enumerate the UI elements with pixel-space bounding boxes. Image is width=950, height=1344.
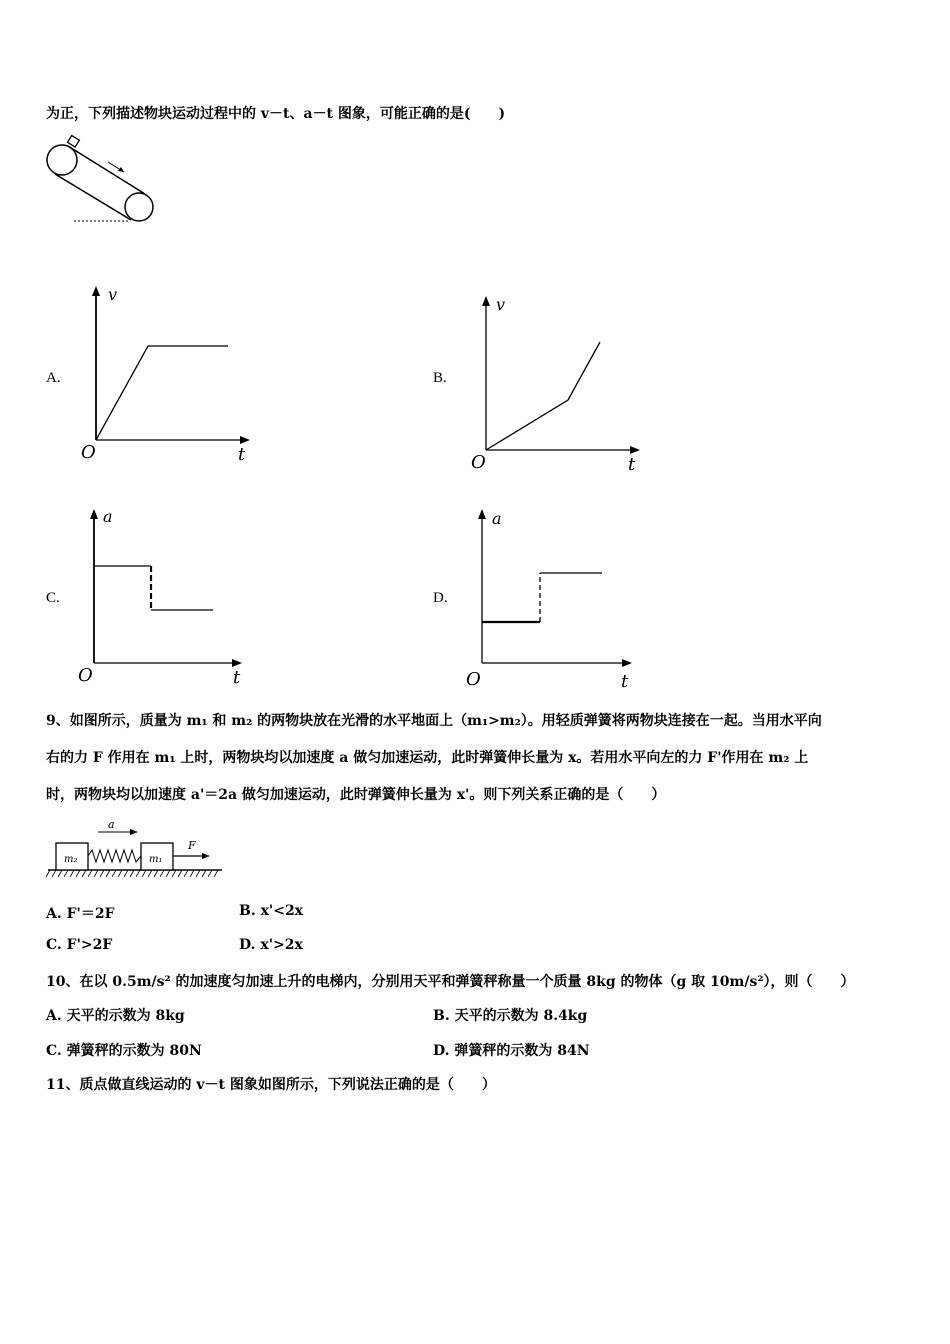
graph-c-xlabel: t <box>233 667 241 688</box>
q9-line1: 9、如图所示，质量为 m₁ 和 m₂ 的两物块放在光滑的水平地面上（m₁>m₂）。用轻质弹簧将两物块连接在一起。当用水平向 <box>46 713 822 729</box>
q10-text: 10、在以 0.5m/s² 的加速度匀加速上升的电梯内，分别用天平和弹簧秤称量一个质量 8kg 的物体（g 取 10m/s²），则（ ） <box>46 974 855 990</box>
graph-d-ylabel: a <box>492 509 502 528</box>
q10-option-c[interactable]: C. 弹簧秤的示数为 80N <box>46 1043 202 1059</box>
block-m1-label: m₁ <box>149 854 163 865</box>
q10-option-d[interactable]: D. 弹簧秤的示数为 84N <box>433 1043 590 1059</box>
q10-option-a[interactable]: A. 天平的示数为 8kg <box>46 1008 185 1024</box>
q11-text: 11、质点做直线运动的 v－t 图象如图所示，下列说法正确的是（ ） <box>46 1077 496 1093</box>
graph-a-label[interactable]: A. <box>46 370 61 386</box>
q9-option-d[interactable]: D. x'>2x <box>239 937 303 953</box>
force-label: F <box>188 839 196 852</box>
graph-d-xlabel: t <box>621 671 629 692</box>
graph-b <box>468 292 648 475</box>
graph-b-xlabel: t <box>628 454 636 475</box>
block-m2-label: m₂ <box>64 854 78 865</box>
conveyor-belt-figure <box>40 132 170 232</box>
graph-c-label[interactable]: C. <box>46 590 60 606</box>
graph-a-xlabel: t <box>238 444 246 465</box>
q9-line3: 时，两物块均以加速度 a'＝2a 做匀加速运动，此时弹簧伸长量为 x'。则下列关系正确的是（ ） <box>46 787 666 803</box>
graph-c-origin: O <box>78 665 93 686</box>
graph-b-ylabel: v <box>496 295 506 314</box>
graph-a-origin: O <box>81 442 96 463</box>
spring-blocks-figure <box>46 815 226 880</box>
graph-c-ylabel: a <box>103 507 113 526</box>
q9-line2: 右的力 F 作用在 m₁ 上时，两物块均以加速度 a 做匀加速运动，此时弹簧伸长量为 x。若用水平向左的力 F'作用在 m₂ 上 <box>46 750 809 766</box>
graph-b-label[interactable]: B. <box>433 370 447 386</box>
q9-option-c[interactable]: C. F'>2F <box>46 937 113 953</box>
q8-text: 为正，下列描述物块运动过程中的 v－t、a－t 图象，可能正确的是( ) <box>46 106 506 122</box>
q9-option-b[interactable]: B. x'<2x <box>239 903 304 919</box>
accel-label: a <box>108 818 115 831</box>
graph-d-label[interactable]: D. <box>433 590 448 606</box>
q10-option-b[interactable]: B. 天平的示数为 8.4kg <box>433 1008 588 1024</box>
graph-a <box>78 282 258 465</box>
q9-option-a[interactable]: A. F'＝2F <box>46 906 115 922</box>
graph-b-origin: O <box>471 452 486 473</box>
graph-a-ylabel: v <box>108 285 118 304</box>
graph-d-origin: O <box>466 669 481 690</box>
graph-c <box>76 505 256 688</box>
graph-d <box>464 505 644 692</box>
